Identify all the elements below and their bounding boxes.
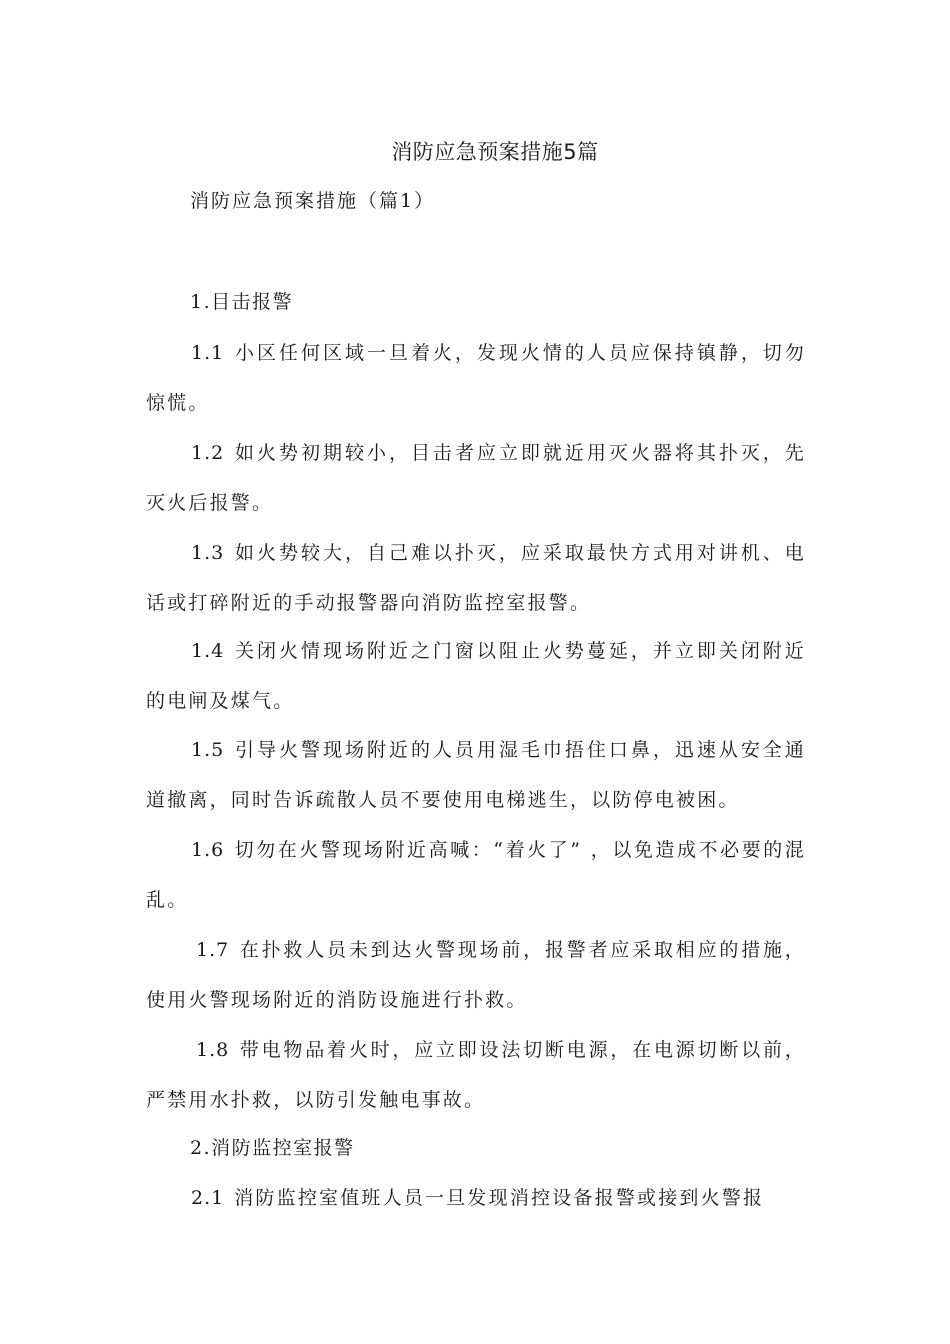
paragraph-text: 引导火警现场附近的人员用湿毛巾捂住口鼻，迅速从安全通道撤离，同时告诉疏散人员不要使用电梯逃生，以防停电被困。	[146, 739, 806, 811]
paragraph-text: 消防监控室值班人员一旦发现消控设备报警或接到火警报	[234, 1187, 765, 1209]
paragraph-number: 1.2	[191, 442, 225, 464]
paragraph-text: 在扑救人员未到达火警现场前，报警者应采取相应的措施，使用火警现场附近的消防设施进行扑救。	[146, 939, 806, 1011]
paragraph-text: 关闭火情现场附近之门窗以阻止火势蔓延，并立即关闭附近的电闸及煤气。	[146, 640, 806, 712]
section-heading-2: 2.消防监控室报警	[190, 1137, 355, 1159]
document-title: 消防应急预案措施5篇	[391, 140, 599, 164]
paragraph-number: 1.4	[191, 640, 225, 662]
paragraph-number: 1.8	[196, 1039, 230, 1061]
paragraph-1-8	[146, 1025, 806, 1125]
paragraph-1-1	[146, 328, 806, 428]
paragraph-number: 1.5	[191, 739, 225, 761]
paragraph-number: 1.3	[191, 542, 225, 564]
paragraph-1-7	[146, 925, 806, 1025]
paragraph-text: 如火势较大，自己难以扑灭，应采取最快方式用对讲机、电话或打碎附近的手动报警器向消防监控室报警。	[146, 542, 806, 614]
paragraph-number: 1.1	[191, 342, 225, 364]
paragraph-1-2	[146, 428, 806, 528]
paragraph-1-4	[146, 626, 806, 726]
paragraph-number: 1.6	[191, 839, 225, 861]
paragraph-1-5	[146, 725, 806, 825]
paragraph-text: 切勿在火警现场附近高喊：“着火了” ，以免造成不必要的混乱。	[146, 839, 806, 911]
paragraph-text: 带电物品着火时，应立即设法切断电源，在电源切断以前，严禁用水扑救，以防引发触电事故。	[146, 1039, 806, 1111]
paragraph-number: 1.7	[196, 939, 230, 961]
section-heading-1: 1.目击报警	[190, 291, 294, 313]
paragraph-text: 如火势初期较小，目击者应立即就近用灭火器将其扑灭，先灭火后报警。	[146, 442, 806, 514]
document-subtitle: 消防应急预案措施（篇1）	[190, 190, 436, 212]
paragraph-text: 小区任何区域一旦着火，发现火情的人员应保持镇静，切勿惊慌。	[146, 342, 806, 414]
paragraph-2-1	[146, 1173, 806, 1223]
paragraph-1-6	[146, 825, 806, 925]
paragraph-1-3	[146, 528, 806, 628]
paragraph-number: 2.1	[191, 1187, 225, 1209]
